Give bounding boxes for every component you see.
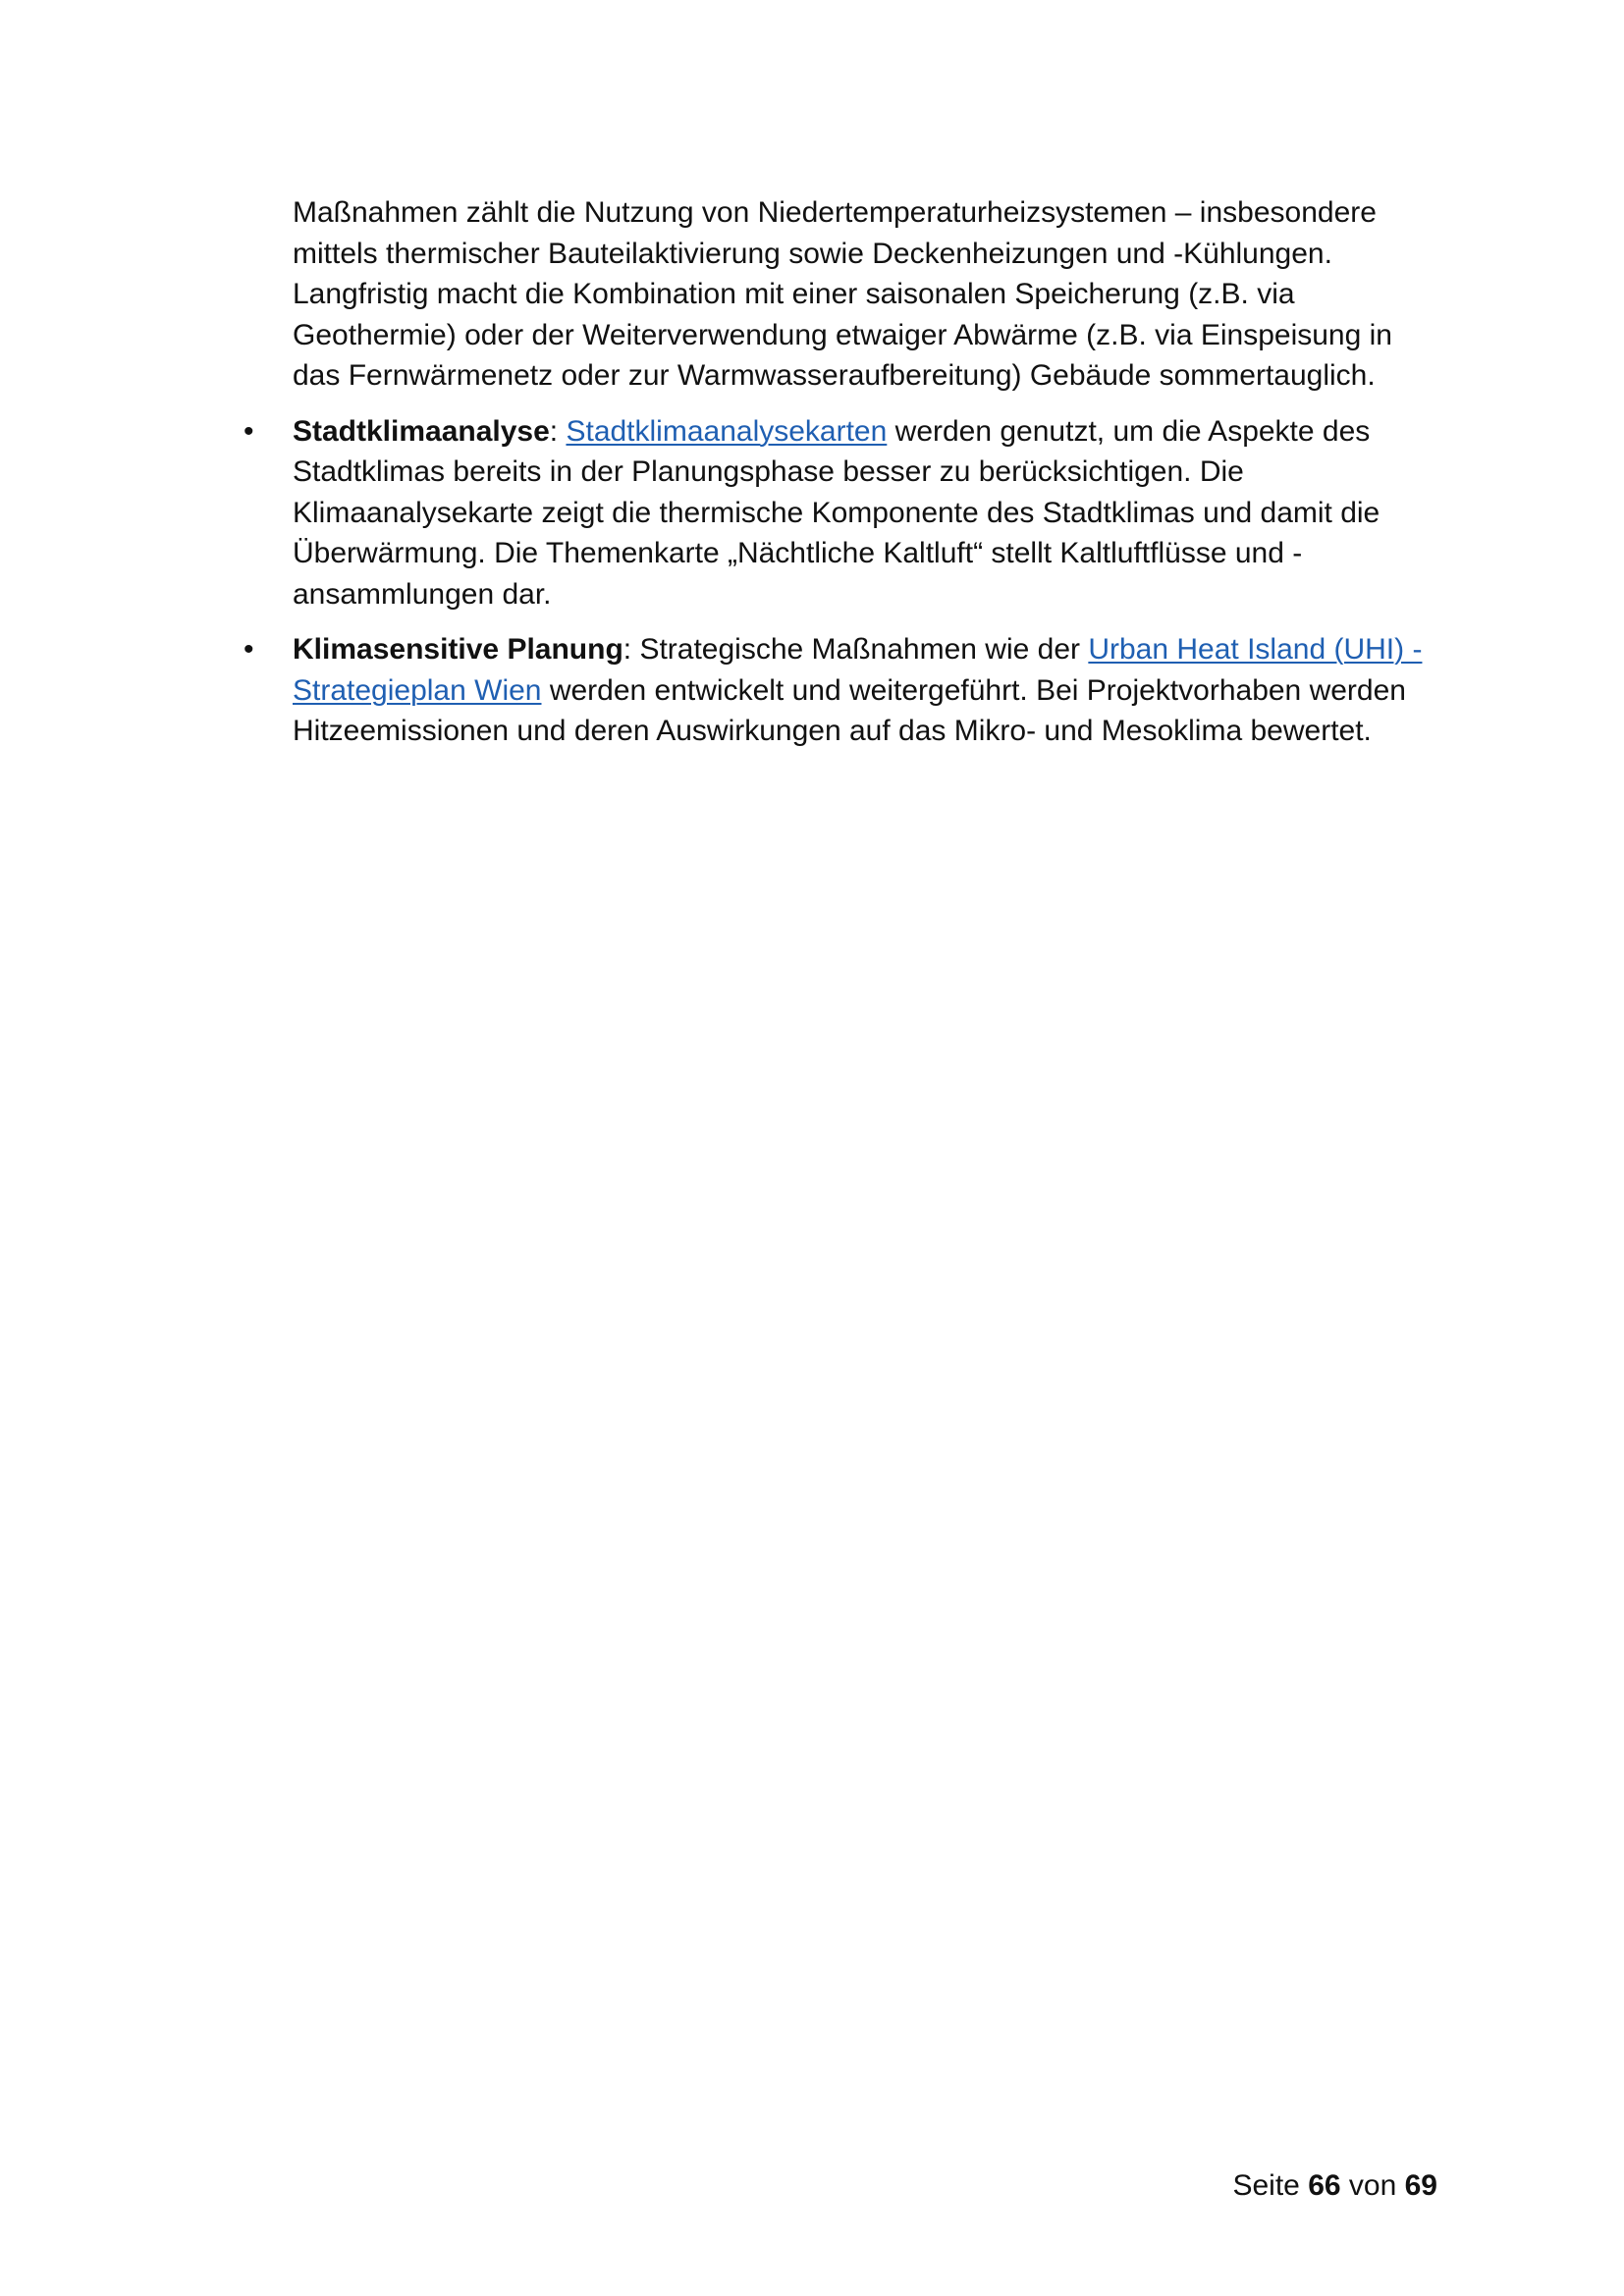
page-number-footer: [1232, 2166, 1437, 2206]
text-line: Geothermie) oder der Weiterverwendung etwaiger Abwärme (z.B. via Einspeisung in: [293, 318, 1392, 351]
current-page-number: 66: [1308, 2169, 1341, 2202]
colon: :: [623, 633, 640, 666]
bullet-item-stadtklimaanalyse: [244, 411, 1451, 615]
bullet-icon: •: [244, 414, 254, 448]
link-stadtklimaanalysekarten[interactable]: Stadtklimaanalysekarten: [566, 414, 888, 448]
footer-middle: von: [1340, 2169, 1405, 2202]
text-line: Stadtklimas bereits in der Planungsphase besser zu berücksichtigen. Die: [293, 455, 1244, 488]
text-line: das Fernwärmenetz oder zur Warmwasseraufbereitung) Gebäude sommertauglich.: [293, 359, 1376, 392]
text-line: Klimaanalysekarte zeigt die thermische Komponente des Stadtklimas und damit die: [293, 496, 1380, 529]
intro-paragraph: [293, 192, 1451, 397]
text-segment: werden genutzt, um die Aspekte des: [887, 414, 1371, 448]
text-line: [293, 411, 1451, 453]
text-line: ansammlungen dar.: [293, 577, 552, 611]
text-line: [293, 670, 1451, 712]
text-segment: Strategische Maßnahmen wie der: [639, 633, 1089, 666]
link-uhi-strategieplan[interactable]: Urban Heat Island (UHI) -: [1088, 633, 1423, 666]
colon: :: [549, 414, 567, 448]
link-uhi-strategieplan[interactable]: Strategieplan Wien: [293, 673, 542, 707]
text-line: Überwärmung. Die Themenkarte „Nächtliche Kaltluft“ stellt Kaltluftflüsse und -: [293, 537, 1303, 569]
bullet-item-klimasensitive-planung: [244, 629, 1451, 752]
bullet-icon: •: [244, 633, 254, 666]
text-line: Hitzeemissionen und deren Auswirkungen auf das Mikro- und Mesoklima bewertet.: [293, 715, 1372, 747]
total-page-count: 69: [1404, 2169, 1437, 2202]
bullet-term: Klimasensitive Planung: [293, 633, 623, 666]
text-segment: werden entwickelt und weitergeführt. Bei Projektvorhaben werden: [541, 673, 1406, 707]
text-line: [293, 629, 1451, 670]
footer-prefix: Seite: [1232, 2169, 1309, 2202]
bullet-term: Stadtklimaanalyse: [293, 414, 550, 448]
text-line: Langfristig macht die Kombination mit einer saisonalen Speicherung (z.B. via: [293, 278, 1295, 310]
text-line: mittels thermischer Bauteilaktivierung sowie Deckenheizungen und -Kühlungen.: [293, 237, 1332, 270]
page-content: [244, 192, 1451, 752]
text-line: Maßnahmen zählt die Nutzung von Niedertemperaturheizsystemen – insbesondere: [293, 196, 1377, 229]
